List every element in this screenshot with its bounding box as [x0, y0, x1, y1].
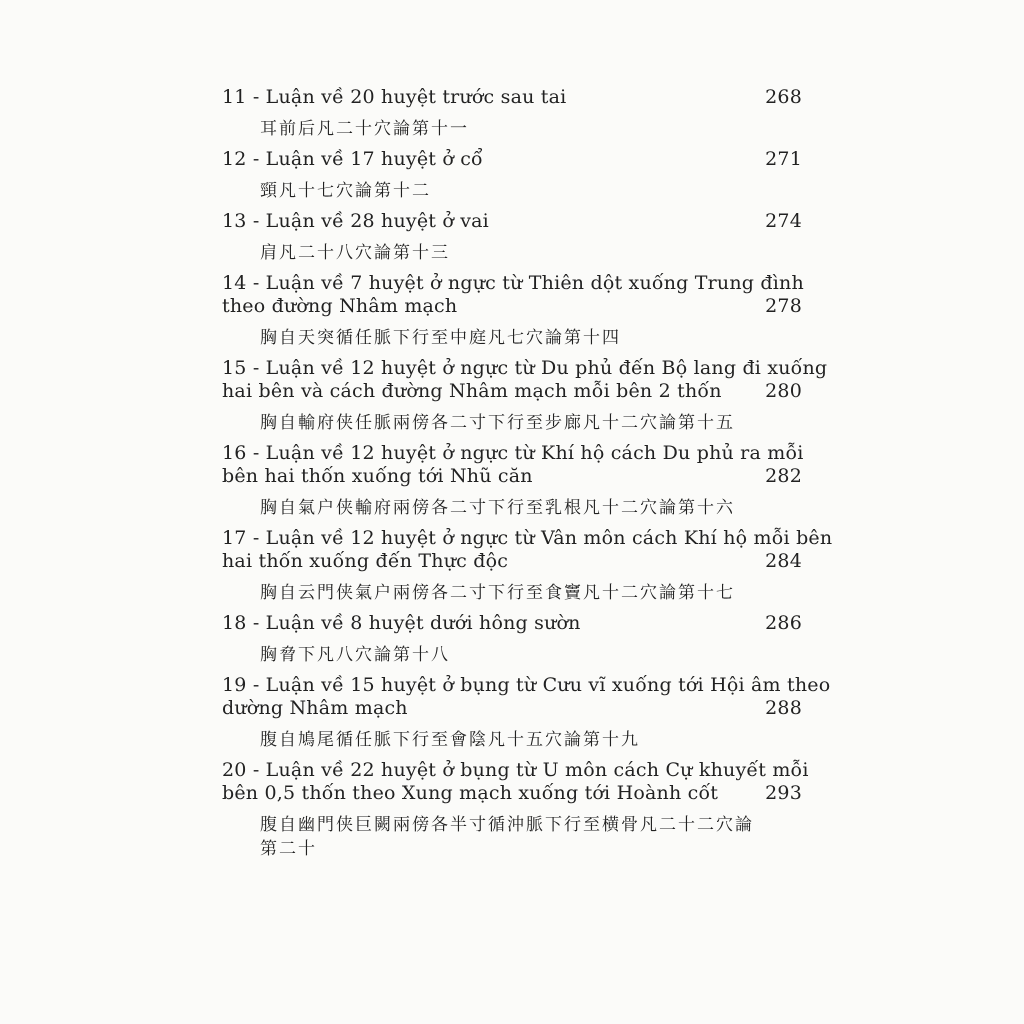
toc-entry — [222, 210, 804, 264]
toc-entry-chinese-title: 胸自輸府侠任脈兩傍各二寸下行至步廊凡十二穴論第十五 — [260, 413, 735, 433]
toc-entry-chinese-title: 胸脅下凡八穴論第十八 — [260, 645, 450, 665]
toc-entry — [222, 674, 831, 751]
toc-entry-page-number: 284 — [765, 550, 802, 572]
toc-entry-title-line — [222, 210, 804, 233]
toc-entry-page-number: 280 — [765, 380, 802, 402]
toc-entry-title-line — [222, 697, 804, 720]
toc-entry-chinese-title: 胸自云門侠氣户兩傍各二寸下行至食竇凡十二穴論第十七 — [260, 583, 735, 603]
toc-entry-title: 12 - Luận về 17 huyệt ở cổ — [222, 148, 483, 170]
toc-entry-title: 20 - Luận về 22 huyệt ở bụng từ U môn cách Cự khuyết mỗi — [222, 759, 809, 781]
toc-entry-page-number: 278 — [765, 295, 802, 317]
toc-entry-chinese-title: 胸自天突循任脈下行至中庭凡七穴論第十四 — [260, 328, 621, 348]
toc-entry-chinese-title: 腹自幽門侠巨闕兩傍各半寸循沖脈下行至横骨凡二十二穴論 — [260, 815, 754, 835]
toc-entry-page-number: 286 — [765, 612, 802, 634]
toc-entry-chinese-title: 耳前后凡二十穴論第十一 — [260, 119, 469, 139]
toc-entry-title: 18 - Luận về 8 huyệt dưới hông sườn — [222, 612, 581, 634]
toc-entry — [222, 759, 809, 860]
toc-entry-title-line — [222, 674, 831, 697]
toc-entry-chinese-title-continued: 第二十 — [260, 839, 317, 859]
toc-entry-title-line — [222, 527, 833, 550]
toc-entry-title-line — [222, 357, 828, 380]
toc-entry-chinese-title: 肩凡二十八穴論第十三 — [260, 243, 450, 263]
toc-entry-title: 19 - Luận về 15 huyệt ở bụng từ Cưu vĩ xuống tới Hội âm theo — [222, 674, 831, 696]
toc-entry-title-line — [222, 272, 804, 295]
toc-entry-page-number: 293 — [765, 782, 802, 804]
toc-entry-page-number: 282 — [765, 465, 802, 487]
toc-entry — [222, 442, 804, 519]
toc-entry-title: bên 0,5 thốn theo Xung mạch xuống tới Hoành cốt — [222, 782, 719, 804]
toc-entry-page-number: 274 — [765, 210, 802, 232]
toc-entry-title: 14 - Luận về 7 huyệt ở ngực từ Thiên dột xuống Trung đình — [222, 272, 804, 294]
toc-entry-title: 15 - Luận về 12 huyệt ở ngực từ Du phủ đến Bộ lang đi xuống — [222, 357, 828, 379]
toc-entry-title-line — [222, 380, 804, 403]
toc-entry-page-number: 288 — [765, 697, 802, 719]
toc-entry-title: 11 - Luận về 20 huyệt trước sau tai — [222, 86, 567, 108]
toc-entry-chinese-title: 腹自鳩尾循任脈下行至會陰凡十五穴論第十九 — [260, 730, 640, 750]
toc-entry — [222, 527, 833, 604]
toc-entry-title: hai thốn xuống đến Thực độc — [222, 550, 509, 572]
table-of-contents — [222, 86, 833, 860]
toc-entry-title-line — [222, 148, 804, 171]
toc-entry-title: theo đường Nhâm mạch — [222, 295, 458, 317]
toc-entry — [222, 612, 804, 666]
toc-entry — [222, 272, 804, 349]
toc-entry-title: dường Nhâm mạch — [222, 697, 408, 719]
toc-entry-chinese-title: 頸凡十七穴論第十二 — [260, 181, 431, 201]
toc-entry-page-number: 268 — [765, 86, 802, 108]
toc-entry-title-line — [222, 612, 804, 635]
toc-entry-title-line — [222, 86, 804, 109]
toc-entry-page-number: 271 — [765, 148, 802, 170]
toc-entry — [222, 357, 828, 434]
toc-entry-title-line — [222, 442, 804, 465]
toc-entry-title: bên hai thốn xuống tới Nhũ căn — [222, 465, 533, 487]
toc-entry-title-line — [222, 550, 804, 573]
toc-entry-title-line — [222, 295, 804, 318]
toc-entry-title: 17 - Luận về 12 huyệt ở ngực từ Vân môn cách Khí hộ mỗi bên — [222, 527, 833, 549]
toc-entry-title-line — [222, 782, 804, 805]
toc-entry-title: hai bên và cách đường Nhâm mạch mỗi bên 2 thốn — [222, 380, 722, 402]
toc-entry-chinese-title: 胸自氣户侠輸府兩傍各二寸下行至乳根凡十二穴論第十六 — [260, 498, 735, 518]
toc-entry-title: 16 - Luận về 12 huyệt ở ngực từ Khí hộ cách Du phủ ra mỗi — [222, 442, 804, 464]
toc-entry-title-line — [222, 759, 809, 782]
toc-entry-title-line — [222, 465, 804, 488]
toc-entry — [222, 148, 804, 202]
toc-entry — [222, 86, 804, 140]
toc-entry-title: 13 - Luận về 28 huyệt ở vai — [222, 210, 489, 232]
